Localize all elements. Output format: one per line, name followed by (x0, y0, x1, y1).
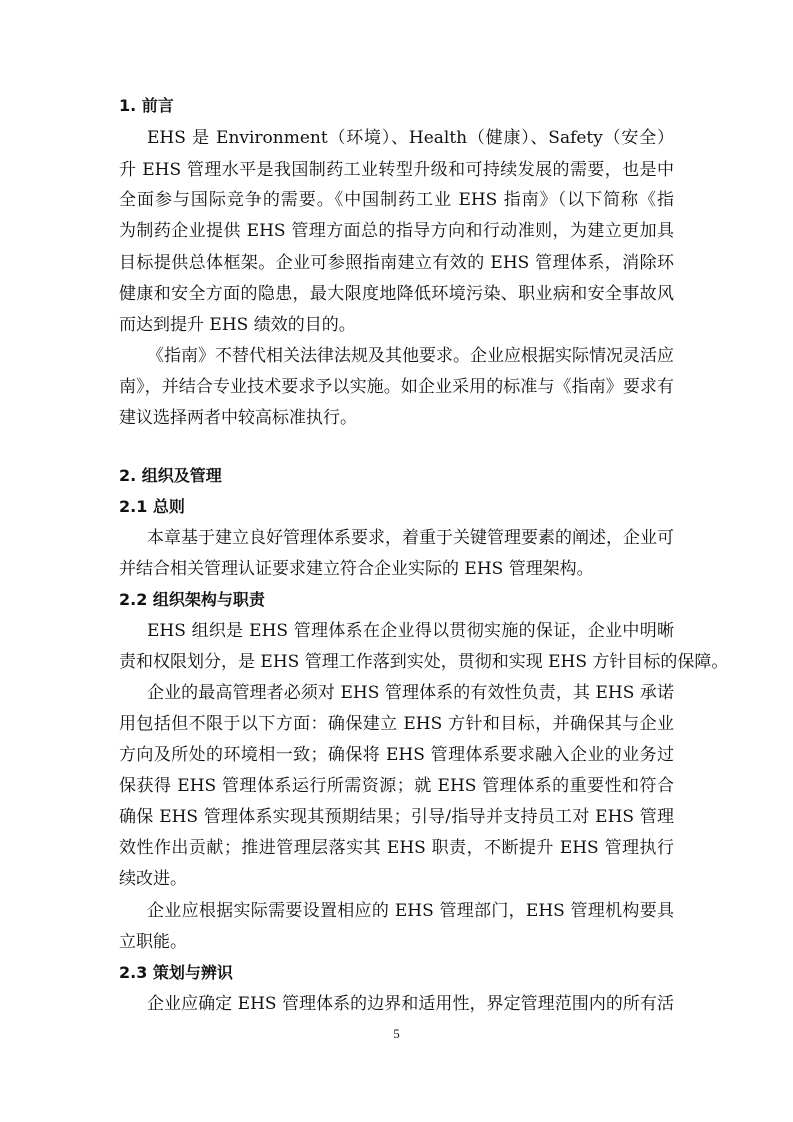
section-2-heading: 2. 组织及管理 (119, 466, 222, 485)
paragraph-line: 南》，并结合专业技术要求予以实施。如企业采用的标准与《指南》要求有 (119, 377, 674, 397)
paragraph-line: 保获得 EHS 管理体系运行所需资源；就 EHS 管理体系的重要性和符合 (119, 776, 674, 796)
paragraph-line: 目标提供总体框架。企业可参照指南建立有效的 EHS 管理体系，消除环 (119, 253, 674, 273)
section-2-1-heading: 2.1 总则 (119, 497, 185, 516)
paragraph-line: 健康和安全方面的隐患，最大限度地降低环境污染、职业病和安全事故风 (119, 284, 674, 304)
paragraph-line: 企业应确定 EHS 管理体系的边界和适用性，界定管理范围内的所有活 (147, 994, 674, 1014)
paragraph-line: 企业的最高管理者必须对 EHS 管理体系的有效性负责，其 EHS 承诺 (147, 683, 674, 703)
paragraph-line: 《指南》不替代相关法律法规及其他要求。企业应根据实际情况灵活应 (147, 346, 674, 366)
paragraph-line: 确保 EHS 管理体系实现其预期结果；引导/指导并支持员工对 EHS 管理 (119, 807, 674, 827)
paragraph-line: 并结合相关管理认证要求建立符合企业实际的 EHS 管理架构。 (119, 559, 594, 579)
page-number: 5 (393, 1026, 400, 1041)
paragraph-line: 立职能。 (119, 932, 187, 952)
paragraph-line: 建议选择两者中较高标准执行。 (119, 408, 357, 428)
section-2-2-heading: 2.2 组织架构与职责 (119, 590, 265, 609)
paragraph-line: 升 EHS 管理水平是我国制药工业转型升级和可持续发展的需要，也是中 (119, 160, 674, 180)
paragraph-line: 为制药企业提供 EHS 管理方面总的指导方向和行动准则，为建立更加具 (119, 221, 674, 241)
paragraph-line: 而达到提升 EHS 绩效的目的。 (119, 315, 356, 335)
paragraph-line: 企业应根据实际需要设置相应的 EHS 管理部门，EHS 管理机构要具 (147, 901, 674, 921)
section-2-3-heading: 2.3 策划与辨识 (119, 963, 233, 982)
paragraph-line: 本章基于建立良好管理体系要求，着重于关键管理要素的阐述，企业可 (147, 528, 674, 548)
section-1-heading: 1. 前言 (119, 96, 174, 115)
paragraph-line: 方向及所处的环境相一致；确保将 EHS 管理体系要求融入企业的业务过 (119, 745, 674, 765)
paragraph-line: 全面参与国际竞争的需要。《中国制药工业 EHS 指南》（以下简称《指 (119, 190, 674, 210)
paragraph-line: 用包括但不限于以下方面：确保建立 EHS 方针和目标，并确保其与企业 (119, 714, 674, 734)
paragraph-line: 责和权限划分，是 EHS 管理工作落到实处，贯彻和实现 EHS 方针目标的保障。 (119, 652, 729, 672)
paragraph-line: 续改进。 (119, 869, 187, 889)
paragraph-line: EHS 组织是 EHS 管理体系在企业得以贯彻实施的保证，企业中明晰 (147, 621, 674, 641)
paragraph-line: 效性作出贡献；推进管理层落实其 EHS 职责，不断提升 EHS 管理执行 (119, 838, 674, 858)
paragraph-line: EHS 是 Environment（环境）、Health（健康）、Safety（安全） (147, 128, 674, 148)
